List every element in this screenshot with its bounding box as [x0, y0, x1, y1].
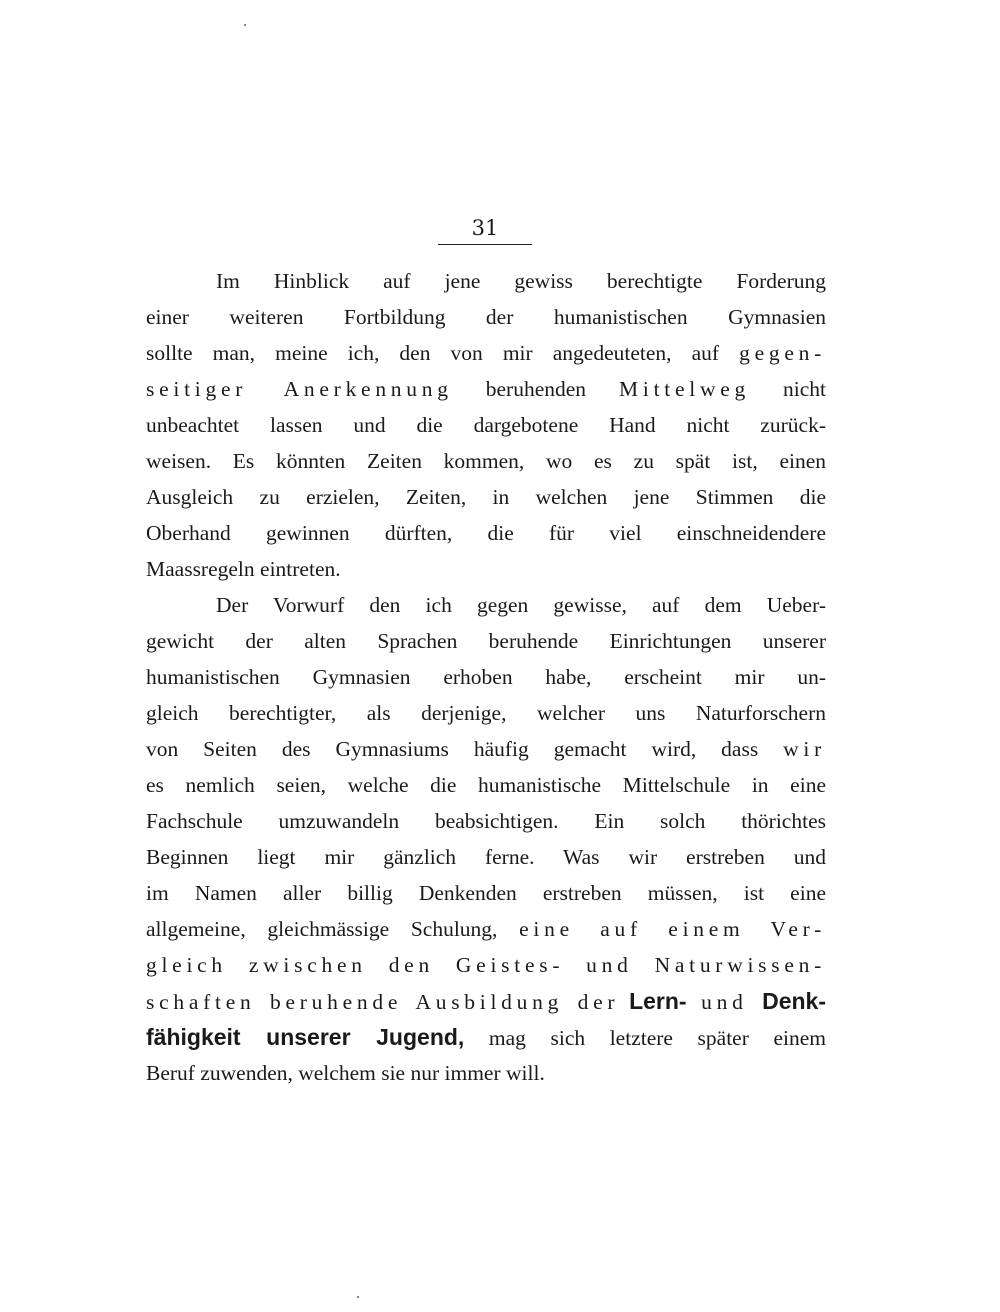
text-line — [146, 911, 826, 947]
text-line — [146, 1019, 826, 1055]
emphasis-spaced: wir — [783, 737, 826, 761]
page-number: 31 — [471, 216, 499, 240]
text-line — [146, 875, 826, 911]
text-run: gleich berechtigter, als derjenige, welcher uns Naturforschern — [146, 701, 826, 725]
text-line — [146, 983, 826, 1019]
text-run: beruhenden — [452, 377, 620, 401]
text-run: von Seiten des Gymnasiums häufig gemacht wird, dass — [146, 737, 784, 761]
text-run: gewicht der alten Sprachen beruhende Einrichtungen unserer — [146, 629, 826, 653]
body-text — [146, 263, 826, 1091]
text-line — [146, 839, 826, 875]
text-line — [146, 623, 826, 659]
text-run: einer weiteren Fortbildung der humanistischen Gymnasien — [146, 305, 826, 329]
text-run: im Namen aller billig Denkenden erstreben müssen, ist eine — [146, 881, 826, 905]
text-line — [146, 551, 826, 587]
emphasis-spaced: gleich zwischen den Geistes- und Naturwissen- — [146, 953, 826, 977]
text-line — [146, 407, 826, 443]
text-run: Ausgleich zu erzielen, Zeiten, in welchen jene Stimmen die — [146, 485, 826, 509]
text-line — [146, 695, 826, 731]
text-line — [146, 659, 826, 695]
text-run: nicht — [750, 377, 826, 401]
text-run: humanistischen Gymnasien erhoben habe, erscheint mir un- — [146, 665, 826, 689]
text-run: Oberhand gewinnen dürften, die für viel einschneidendere — [146, 521, 826, 545]
text-run: Der Vorwurf den ich gegen gewisse, auf dem Ueber- — [216, 593, 826, 617]
emphasis-spaced: eine auf einem Ver- — [519, 917, 826, 941]
text-run: Maassregeln eintreten. — [146, 557, 341, 581]
text-line — [146, 443, 826, 479]
text-line — [146, 335, 826, 371]
text-run: Fachschule umzuwandeln beabsichtigen. Ein solch thörichtes — [146, 809, 826, 833]
emphasis-bold: fähigkeit unserer Jugend, — [146, 1024, 465, 1050]
text-line — [146, 731, 826, 767]
text-run: sollte man, meine ich, den von mir angedeuteten, auf — [146, 341, 740, 365]
text-run — [619, 990, 629, 1014]
emphasis-spaced: und — [686, 990, 763, 1014]
text-line — [146, 767, 826, 803]
text-line — [146, 1055, 826, 1091]
emphasis-spaced: schaften beruhende Ausbildung der — [146, 990, 620, 1014]
text-run: mag sich letztere später einem — [464, 1026, 826, 1050]
text-run: allgemeine, gleichmässige Schulung, — [146, 917, 520, 941]
emphasis-bold: Denk- — [762, 988, 827, 1014]
text-run: Im Hinblick auf jene gewiss berechtigte Forderung — [216, 269, 826, 293]
emphasis-spaced: seitiger Anerkennung — [146, 377, 453, 401]
text-run: es nemlich seien, welche die humanistische Mittelschule in eine — [146, 773, 826, 797]
emphasis-bold: Lern- — [629, 988, 687, 1014]
text-line — [146, 587, 826, 623]
text-line — [146, 299, 826, 335]
text-run: Beginnen liegt mir gänzlich ferne. Was wir erstreben und — [146, 845, 826, 869]
text-run: unbeachtet lassen und die dargebotene Hand nicht zurück- — [146, 413, 826, 437]
text-line — [146, 947, 826, 983]
scan-speck — [357, 1296, 359, 1298]
page-number-rule — [438, 244, 532, 245]
text-run: weisen. Es könnten Zeiten kommen, wo es zu spät ist, einen — [146, 449, 826, 473]
text-line — [146, 371, 826, 407]
emphasis-spaced: gegen- — [739, 341, 826, 365]
scan-speck — [244, 24, 246, 26]
text-line — [146, 515, 826, 551]
text-line — [146, 479, 826, 515]
text-line — [146, 803, 826, 839]
text-line — [146, 263, 826, 299]
emphasis-spaced: Mittelweg — [619, 377, 750, 401]
text-run: Beruf zuwenden, welchem sie nur immer will. — [146, 1061, 545, 1085]
